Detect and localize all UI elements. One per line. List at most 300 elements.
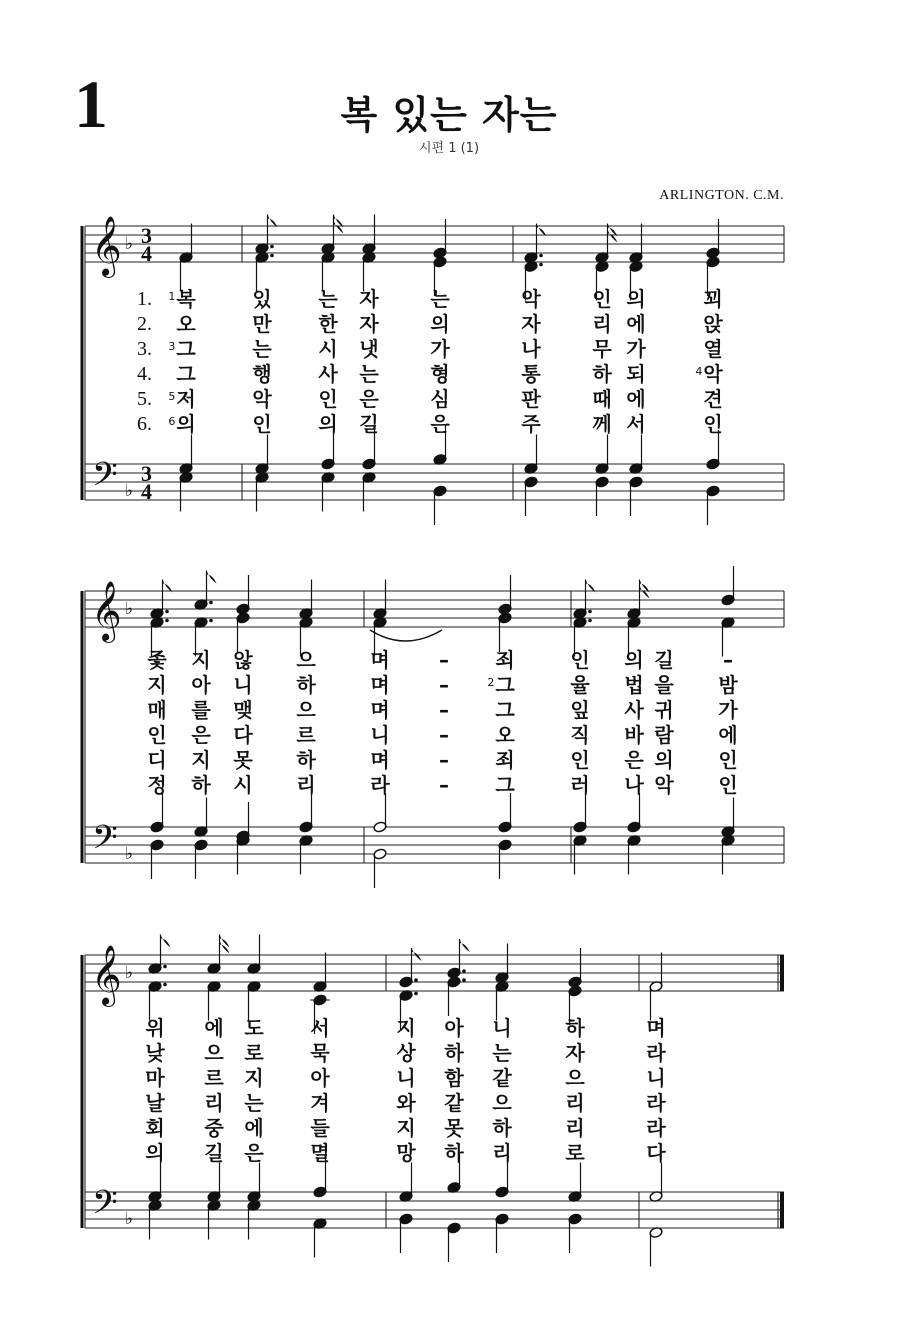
lyric-text: 리 [565, 1116, 585, 1140]
lyric-syllable [646, 1018, 665, 1038]
lyric-text: 은 [430, 412, 450, 436]
lyric-text: 상 [396, 1041, 416, 1065]
lyric-text: 하 [444, 1041, 464, 1065]
augmentation-dot [163, 965, 167, 969]
lyric-syllable [318, 314, 337, 334]
augmentation-dot [539, 254, 543, 258]
lyric-syllable [703, 414, 722, 434]
lyric-text: 있 [252, 287, 272, 311]
lyric-syllable [145, 1143, 164, 1163]
lyric-syllable [191, 675, 210, 695]
lyric-text: 은 [359, 387, 379, 411]
lyric-syllable [396, 1068, 415, 1088]
lyric-text: – [439, 673, 449, 697]
lyric-text: 길 [204, 1141, 224, 1165]
lyric-syllable [370, 675, 389, 695]
verse-number: 3. [137, 338, 152, 360]
lyric-text: 에 [626, 312, 646, 336]
lyric-text: 오 [176, 312, 196, 336]
lyric-text: 되 [626, 362, 646, 386]
lyric-text: 인 [703, 412, 723, 436]
lyric-syllable [723, 650, 733, 670]
lyric-text: 인 [718, 773, 738, 797]
lyric-text: 가 [718, 698, 738, 722]
flat-key-signature: ♭ [125, 1209, 134, 1229]
lyric-text: 서 [626, 412, 646, 436]
treble-clef: 𝄞 [91, 216, 122, 276]
lyric-syllable [521, 289, 540, 309]
lyric-syllable [233, 750, 252, 770]
lyric-text: 며 [370, 673, 390, 697]
lyric-text: 통 [521, 362, 541, 386]
lyric-text: 에 [718, 723, 738, 747]
lyric-text: 며 [370, 698, 390, 722]
time-signature-bottom: 4 [141, 479, 152, 504]
lyric-text: 그 [495, 673, 515, 697]
lyric-syllable [624, 650, 643, 670]
lyric-syllable [370, 750, 389, 770]
lyric-text: 사 [318, 362, 338, 386]
lyric-text: 정 [147, 773, 167, 797]
lyric-syllable [592, 389, 611, 409]
lyric-text: 시 [233, 773, 253, 797]
lyric-text: 지 [396, 1116, 416, 1140]
lyric-syllable [204, 1018, 223, 1038]
lyric-text: 바 [624, 723, 644, 747]
lyric-syllable [191, 650, 210, 670]
lyric-text: 니 [370, 723, 390, 747]
lyric-text: 하 [444, 1141, 464, 1165]
verse-number: 2. [137, 313, 152, 335]
tune-name: ARLINGTON. C.M. [659, 188, 784, 203]
lyric-text: 냇 [359, 337, 379, 361]
lyric-text: 의 [318, 412, 338, 436]
lyric-syllable [147, 675, 166, 695]
lyric-text: – [723, 648, 733, 672]
lyric-text: 죄 [495, 748, 515, 772]
lyric-text: 으 [296, 648, 316, 672]
augmentation-dot [165, 610, 169, 614]
lyric-text: 에 [204, 1016, 224, 1040]
lyric-syllable [233, 675, 252, 695]
lyric-text: 하 [592, 362, 612, 386]
lyric-text: 사 [624, 698, 644, 722]
lyric-text: 악 [654, 773, 674, 797]
lyric-syllable [145, 1093, 164, 1113]
lyric-text: 지 [147, 673, 167, 697]
lyric-syllable [444, 1118, 463, 1138]
lyric-syllable [359, 339, 378, 359]
lyric-syllable [359, 414, 378, 434]
lyric-syllable [444, 1143, 463, 1163]
lyric-text: 인 [252, 412, 272, 436]
lyric-syllable [310, 1118, 329, 1138]
lyric-syllable [654, 700, 673, 720]
lyric-text: 하 [296, 748, 316, 772]
lyric-text: – [439, 773, 449, 797]
augmentation-dot [414, 978, 418, 982]
lyric-syllable [654, 775, 673, 795]
lyric-text: 와 [396, 1091, 416, 1115]
lyric-text: 인 [318, 387, 338, 411]
lyric-syllable [176, 364, 195, 384]
lyric-text: 는 [252, 337, 272, 361]
lyric-syllable [565, 1068, 584, 1088]
lyric-text: – [439, 648, 449, 672]
lyric-syllable [592, 414, 611, 434]
lyric-text: 는 [244, 1091, 264, 1115]
lyric-syllable [646, 1043, 665, 1063]
lyric-text: 귀 [654, 698, 674, 722]
lyric-syllable [624, 750, 643, 770]
augmentation-dot [462, 978, 466, 982]
lyric-syllable [168, 339, 195, 359]
lyric-syllable [444, 1093, 463, 1113]
lyric-syllable [244, 1018, 263, 1038]
lyric-syllable [626, 389, 645, 409]
lyric-syllable [439, 750, 449, 770]
lyric-syllable [703, 289, 722, 309]
lyric-text: 지 [191, 748, 211, 772]
lyric-text: 아 [310, 1066, 330, 1090]
lyric-text: 들 [310, 1116, 330, 1140]
lyric-syllable [444, 1068, 463, 1088]
lyric-syllable [244, 1118, 263, 1138]
lyric-syllable [233, 725, 252, 745]
lyric-text: 르 [296, 723, 316, 747]
lyric-text: 의 [624, 648, 644, 672]
lyric-text: 라 [370, 773, 390, 797]
lyric-text: 자 [521, 312, 541, 336]
augmentation-dot [462, 969, 466, 973]
lyric-syllable [592, 289, 611, 309]
verse-number: 1. [137, 288, 152, 310]
bass-clef: 𝄢 [92, 1184, 118, 1230]
lyric-text: 못 [233, 748, 253, 772]
lyric-syllable [495, 775, 514, 795]
lyric-text: 악 [252, 387, 272, 411]
lyric-text: 날 [145, 1091, 165, 1115]
lyric-syllable [204, 1043, 223, 1063]
flat-key-signature: ♭ [125, 599, 134, 619]
lyric-syllable [521, 364, 540, 384]
lyric-syllable [521, 339, 540, 359]
lyric-text: – [439, 723, 449, 747]
lyric-text: 는 [430, 287, 450, 311]
verse-marker: 6 [168, 415, 176, 428]
lyric-syllable [646, 1143, 665, 1163]
lyric-syllable [430, 314, 449, 334]
lyric-text: 길 [359, 412, 379, 436]
lyric-syllable [626, 414, 645, 434]
lyric-syllable [252, 389, 271, 409]
lyric-text: 무 [592, 337, 612, 361]
lyric-text: 그 [176, 337, 196, 361]
lyric-text: 나 [521, 337, 541, 361]
lyric-text: 리 [204, 1091, 224, 1115]
lyric-text: 않 [233, 648, 253, 672]
lyric-text: 같 [492, 1066, 512, 1090]
lyric-text: 러 [570, 773, 590, 797]
lyric-syllable [703, 339, 722, 359]
lyric-text: 의 [176, 412, 196, 436]
augmentation-dot [539, 263, 543, 267]
lyric-text: 으 [565, 1066, 585, 1090]
lyric-text: 주 [521, 412, 541, 436]
lyric-text: 라 [646, 1091, 666, 1115]
lyric-text: 꾀 [703, 287, 723, 311]
lyric-text: 자 [565, 1041, 585, 1065]
treble-clef: 𝄞 [91, 581, 122, 641]
lyric-text: 라 [646, 1116, 666, 1140]
lyric-syllable [592, 314, 611, 334]
lyric-text: 율 [570, 673, 590, 697]
lyric-text: 멸 [310, 1141, 330, 1165]
lyric-text: 가 [430, 337, 450, 361]
lyric-syllable [191, 700, 210, 720]
lyric-text: 망 [396, 1141, 416, 1165]
lyric-syllable [252, 339, 271, 359]
lyric-syllable [624, 675, 643, 695]
lyric-syllable [252, 314, 271, 334]
lyric-text: 다 [233, 723, 253, 747]
lyric-text: 르 [204, 1066, 224, 1090]
lyric-syllable [487, 675, 514, 695]
lyric-text: 한 [318, 312, 338, 336]
lyric-text: 하 [191, 773, 211, 797]
lyric-syllable [359, 314, 378, 334]
lyric-syllable [430, 364, 449, 384]
note-flag [220, 935, 230, 948]
lyric-text: 복 [176, 287, 196, 311]
lyric-syllable [565, 1118, 584, 1138]
lyric-text: 의 [654, 748, 674, 772]
augmentation-dot [270, 254, 274, 258]
lyric-syllable [252, 414, 271, 434]
lyric-text: 는 [492, 1041, 512, 1065]
lyric-text: 람 [654, 723, 674, 747]
lyric-text: 을 [654, 673, 674, 697]
lyric-text: 는 [359, 362, 379, 386]
lyric-text: 저 [176, 387, 196, 411]
lyric-text: 하 [565, 1016, 585, 1040]
lyric-text: 인 [718, 748, 738, 772]
lyric-text: 의 [430, 312, 450, 336]
lyric-syllable [703, 314, 722, 334]
lyric-syllable [718, 750, 737, 770]
lyric-text: 리 [492, 1141, 512, 1165]
lyric-syllable [439, 725, 449, 745]
lyric-syllable [147, 750, 166, 770]
lyric-syllable [168, 389, 195, 409]
lyric-syllable [396, 1018, 415, 1038]
tie-slur [370, 630, 442, 641]
time-signature-bottom: 4 [141, 241, 152, 266]
lyric-syllable [296, 725, 315, 745]
lyric-text: 나 [624, 773, 644, 797]
lyric-text: 회 [145, 1116, 165, 1140]
lyric-syllable [147, 650, 166, 670]
lyric-syllable [570, 775, 589, 795]
lyric-syllable [396, 1043, 415, 1063]
lyric-syllable [370, 700, 389, 720]
lyric-syllable [310, 1143, 329, 1163]
lyric-text: 리 [565, 1091, 585, 1115]
lyric-syllable [145, 1018, 164, 1038]
lyric-text: 시 [318, 337, 338, 361]
lyric-syllable [252, 364, 271, 384]
lyric-syllable [244, 1068, 263, 1088]
lyric-text: 함 [444, 1066, 464, 1090]
lyric-text: 판 [521, 387, 541, 411]
lyric-syllable [359, 289, 378, 309]
lyric-syllable [646, 1093, 665, 1113]
lyric-syllable [318, 339, 337, 359]
lyric-syllable [521, 314, 540, 334]
note-flag [460, 939, 470, 952]
lyric-syllable [492, 1043, 511, 1063]
lyric-text: 길 [654, 648, 674, 672]
lyric-syllable [310, 1093, 329, 1113]
lyric-text: 며 [370, 748, 390, 772]
lyric-text: 는 [318, 287, 338, 311]
lyric-syllable [310, 1068, 329, 1088]
lyric-syllable [654, 675, 673, 695]
lyric-syllable [310, 1018, 329, 1038]
lyric-syllable [565, 1143, 584, 1163]
lyric-syllable [492, 1068, 511, 1088]
lyric-text: 으 [296, 698, 316, 722]
flat-key-signature: ♭ [125, 844, 134, 864]
lyric-text: 잎 [570, 698, 590, 722]
lyric-syllable [296, 675, 315, 695]
lyric-syllable [439, 700, 449, 720]
lyric-syllable [396, 1143, 415, 1163]
lyric-text: 그 [176, 362, 196, 386]
lyric-text: 리 [592, 312, 612, 336]
lyric-syllable [565, 1018, 584, 1038]
lyric-syllable [703, 389, 722, 409]
lyric-syllable [492, 1143, 511, 1163]
lyric-syllable [168, 414, 195, 434]
lyric-text: 자 [359, 287, 379, 311]
lyric-text: 로 [244, 1041, 264, 1065]
lyric-syllable [233, 700, 252, 720]
augmentation-dot [414, 992, 418, 996]
lyric-syllable [565, 1043, 584, 1063]
lyric-syllable [430, 289, 449, 309]
lyric-syllable [168, 289, 195, 309]
lyric-syllable [370, 775, 389, 795]
lyric-syllable [191, 750, 210, 770]
lyric-text: 니 [646, 1066, 666, 1090]
lyric-text: 그 [495, 773, 515, 797]
flat-key-signature: ♭ [125, 481, 134, 501]
verse-marker: 1 [168, 290, 176, 303]
verse-marker: 5 [168, 390, 176, 403]
augmentation-dot [588, 610, 592, 614]
lyric-text: 라 [646, 1041, 666, 1065]
lyric-syllable [565, 1093, 584, 1113]
lyric-syllable [318, 289, 337, 309]
lyric-syllable [570, 725, 589, 745]
lyric-text: 중 [204, 1116, 224, 1140]
lyric-syllable [695, 364, 722, 384]
lyric-syllable [570, 700, 589, 720]
lyric-syllable [495, 750, 514, 770]
lyric-syllable [359, 389, 378, 409]
lyric-syllable [145, 1118, 164, 1138]
bass-clef: 𝄢 [92, 819, 118, 865]
lyric-syllable [310, 1043, 329, 1063]
flat-key-signature: ♭ [125, 963, 134, 983]
lyric-text: 좇 [147, 648, 167, 672]
note-flag [207, 571, 217, 584]
lyric-text: 서 [310, 1016, 330, 1040]
lyric-syllable [592, 339, 611, 359]
augmentation-dot [209, 619, 213, 623]
verse-marker: 4 [695, 365, 703, 378]
lyric-syllable [439, 675, 449, 695]
lyric-syllable [204, 1143, 223, 1163]
lyric-syllable [626, 339, 645, 359]
lyric-text: 은 [244, 1141, 264, 1165]
lyric-text: 니 [492, 1016, 512, 1040]
lyric-text: 며 [646, 1016, 666, 1040]
lyric-text: 형 [430, 362, 450, 386]
hymn-number: 1 [74, 66, 108, 142]
lyric-text: 오 [495, 723, 515, 747]
lyric-syllable [430, 339, 449, 359]
lyric-text: 하 [492, 1116, 512, 1140]
lyric-text: 견 [703, 387, 723, 411]
lyric-syllable [521, 414, 540, 434]
lyric-text: 지 [396, 1016, 416, 1040]
lyric-syllable [570, 750, 589, 770]
lyric-syllable [204, 1068, 223, 1088]
lyric-text: 다 [646, 1141, 666, 1165]
lyric-syllable [718, 775, 737, 795]
lyric-syllable [444, 1043, 463, 1063]
lyric-syllable [204, 1093, 223, 1113]
lyric-syllable [492, 1093, 511, 1113]
lyric-text: 가 [626, 337, 646, 361]
lyric-syllable [624, 775, 643, 795]
lyric-text: 법 [624, 673, 644, 697]
lyric-text: 맺 [233, 698, 253, 722]
lyric-text: 디 [147, 748, 167, 772]
lyric-syllable [359, 364, 378, 384]
lyric-syllable [654, 750, 673, 770]
augmentation-dot [588, 619, 592, 623]
time-signature-top: 3 [141, 461, 152, 486]
verse-number: 5. [137, 388, 152, 410]
lyric-text: 때 [592, 387, 612, 411]
lyric-text: 인 [147, 723, 167, 747]
lyric-text: 지 [191, 648, 211, 672]
lyric-text: 심 [430, 387, 450, 411]
lyric-text: 니 [396, 1066, 416, 1090]
augmentation-dot [163, 983, 167, 987]
lyric-text: 아 [191, 673, 211, 697]
lyric-syllable [396, 1093, 415, 1113]
lyric-text: 에 [626, 387, 646, 411]
lyric-text: 에 [244, 1116, 264, 1140]
lyric-syllable [624, 700, 643, 720]
lyric-text: – [439, 748, 449, 772]
hymn-title: 복 있는 자는 [340, 93, 558, 137]
lyric-syllable [204, 1118, 223, 1138]
